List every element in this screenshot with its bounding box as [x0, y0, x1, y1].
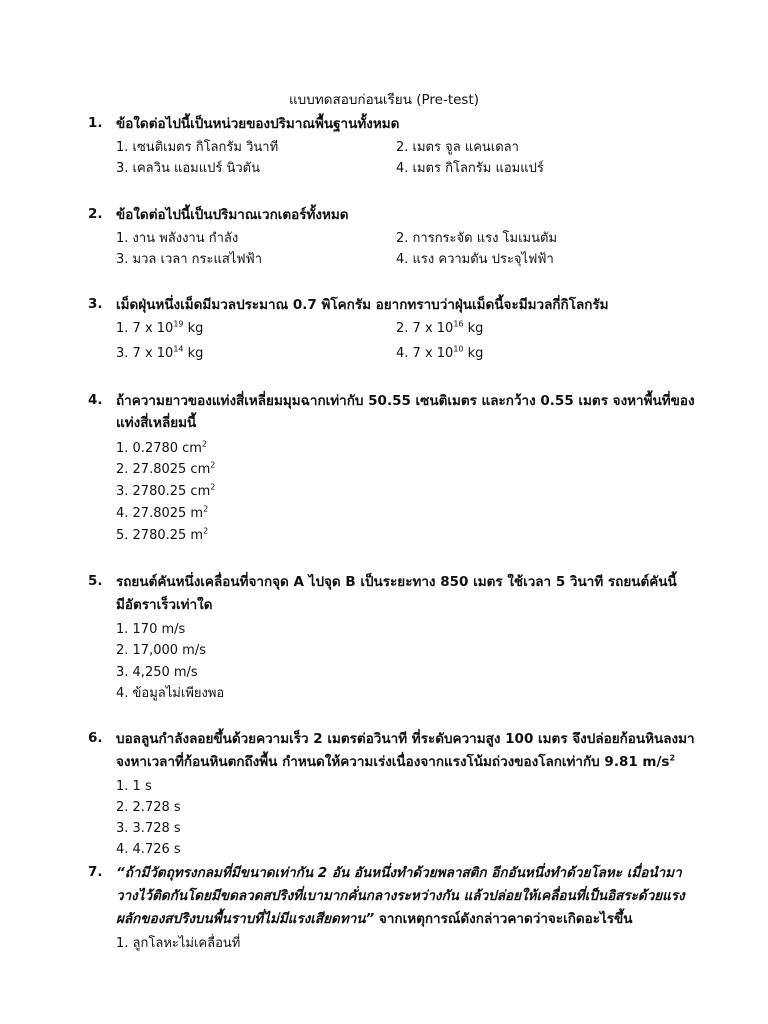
option: 3. 4,250 m/s [116, 665, 198, 680]
question-text-line-3: ผลักของสปริงบนพื้นราบที่ไม่มีแรงเสียดทาน” จากเหตุการณ์ดังกล่าวคาดว่าจะเกิดอะไรขึ้น [116, 911, 633, 927]
option: 1. 170 m/s [116, 622, 186, 637]
option: 4. 7 x $10^{10}$ kg [396, 344, 484, 361]
question-number: 7. [88, 864, 103, 880]
option: 2. การกระจัด แรง โมเมนตัม [396, 231, 558, 246]
option: 1. 1 s [116, 779, 152, 794]
option: 4. เมตร กิโลกรัม แอมแปร์ [396, 161, 544, 176]
question-text-line-2: มีอัตราเร็วเท่าใด [116, 597, 213, 613]
question-text-line-2: จงหาเวลาที่ก้อนหินตกถึงพื้น กำหนดให้ความเร่งเนื่องจากแรงโน้มถ่วงของโลกเท่ากับ 9.81 $m/s^2$ [116, 753, 676, 770]
question-text-line-1: “ถ้ามีวัตถุทรงกลมที่มีขนาดเท่ากัน 2 อัน อันหนึ่งทำด้วยพลาสติก อีกอันหนึ่งทำด้วยโลหะ เมื่อนำมา [116, 865, 682, 881]
option: 2. 17,000 m/s [116, 643, 206, 658]
option: 2. เมตร จูล แคนเดลา [396, 140, 519, 155]
option: 2. 7 x $10^{16}$ kg [396, 319, 484, 336]
question-number: 5. [88, 573, 103, 589]
option: 3. เคลวิน แอมแปร์ นิวตัน [116, 161, 260, 176]
option: 1. งาน พลังงาน กำลัง [116, 231, 239, 246]
question-number: 4. [88, 392, 103, 408]
option: 1. 0.2780 $cm^2$ [116, 439, 208, 456]
option: 1. ลูกโลหะไม่เคลื่อนที่ [116, 936, 241, 951]
question-number: 3. [88, 296, 103, 312]
option: 1. 7 x $10^{19}$ kg [116, 319, 204, 336]
question-text: ข้อใดต่อไปนี้เป็นปริมาณเวกเตอร์ทั้งหมด [116, 207, 349, 223]
question-number: 6. [88, 730, 103, 746]
question-text-line-1: ถ้าความยาวของแท่งสี่เหลี่ยมมุมฉากเท่ากับ 50.55 เซนติเมตร และกว้าง 0.55 เมตร จงหาพื้นที่ของ [116, 393, 695, 409]
page-title: แบบทดสอบก่อนเรียน (Pre-test) [288, 92, 480, 108]
option: 3. มวล เวลา กระแสไฟฟ้า [116, 252, 263, 267]
question-number: 2. [88, 206, 103, 222]
question-number: 1. [88, 115, 103, 131]
question-text-line-1: บอลลูนกำลังลอยขึ้นด้วยความเร็ว 2 เมตรต่อวินาที ที่ระดับความสูง 100 เมตร จึงปล่อยก้อนหินลงมา [116, 731, 695, 747]
option: 1. เซนติเมตร กิโลกรัม วินาที [116, 140, 279, 155]
option: 3. 7 x $10^{14}$ kg [116, 344, 204, 361]
question-text-line-1: รถยนต์คันหนึ่งเคลื่อนที่จากจุด A ไปจุด B เป็นระยะทาง 850 เมตร ใช้เวลา 5 วินาที รถยนต์คันนี้ [116, 574, 677, 590]
question-text: เม็ดฝุ่นหนึ่งเม็ดมีมวลประมาณ 0.7 พิโคกรัม อยากทราบว่าฝุ่นเม็ดนี้จะมีมวลกี่กิโลกรัม [116, 297, 609, 313]
option: 4. 27.8025 $m^2$ [116, 504, 209, 521]
option: 5. 2780.25 $m^2$ [116, 526, 209, 543]
question-text: ข้อใดต่อไปนี้เป็นหน่วยของปริมาณพื้นฐานทั้งหมด [116, 116, 400, 132]
option: 3. 3.728 s [116, 821, 181, 836]
option: 2. 2.728 s [116, 800, 181, 815]
option: 3. 2780.25 $cm^2$ [116, 482, 216, 499]
option: 4. 4.726 s [116, 842, 181, 857]
option: 2. 27.8025 $cm^2$ [116, 460, 216, 477]
option: 4. ข้อมูลไม่เพียงพอ [116, 686, 225, 701]
question-text-line-2: แท่งสี่เหลี่ยมนี้ [116, 415, 197, 431]
option: 4. แรง ความดัน ประจุไฟฟ้า [396, 252, 554, 267]
question-text-line-2: วางไว้ติดกันโดยมีขดลวดสปริงที่เบามากคั่นกลางระหว่างกัน แล้วปล่อยให้เคลื่อนที่เป็นอิสระด้วยแรง [116, 888, 685, 904]
